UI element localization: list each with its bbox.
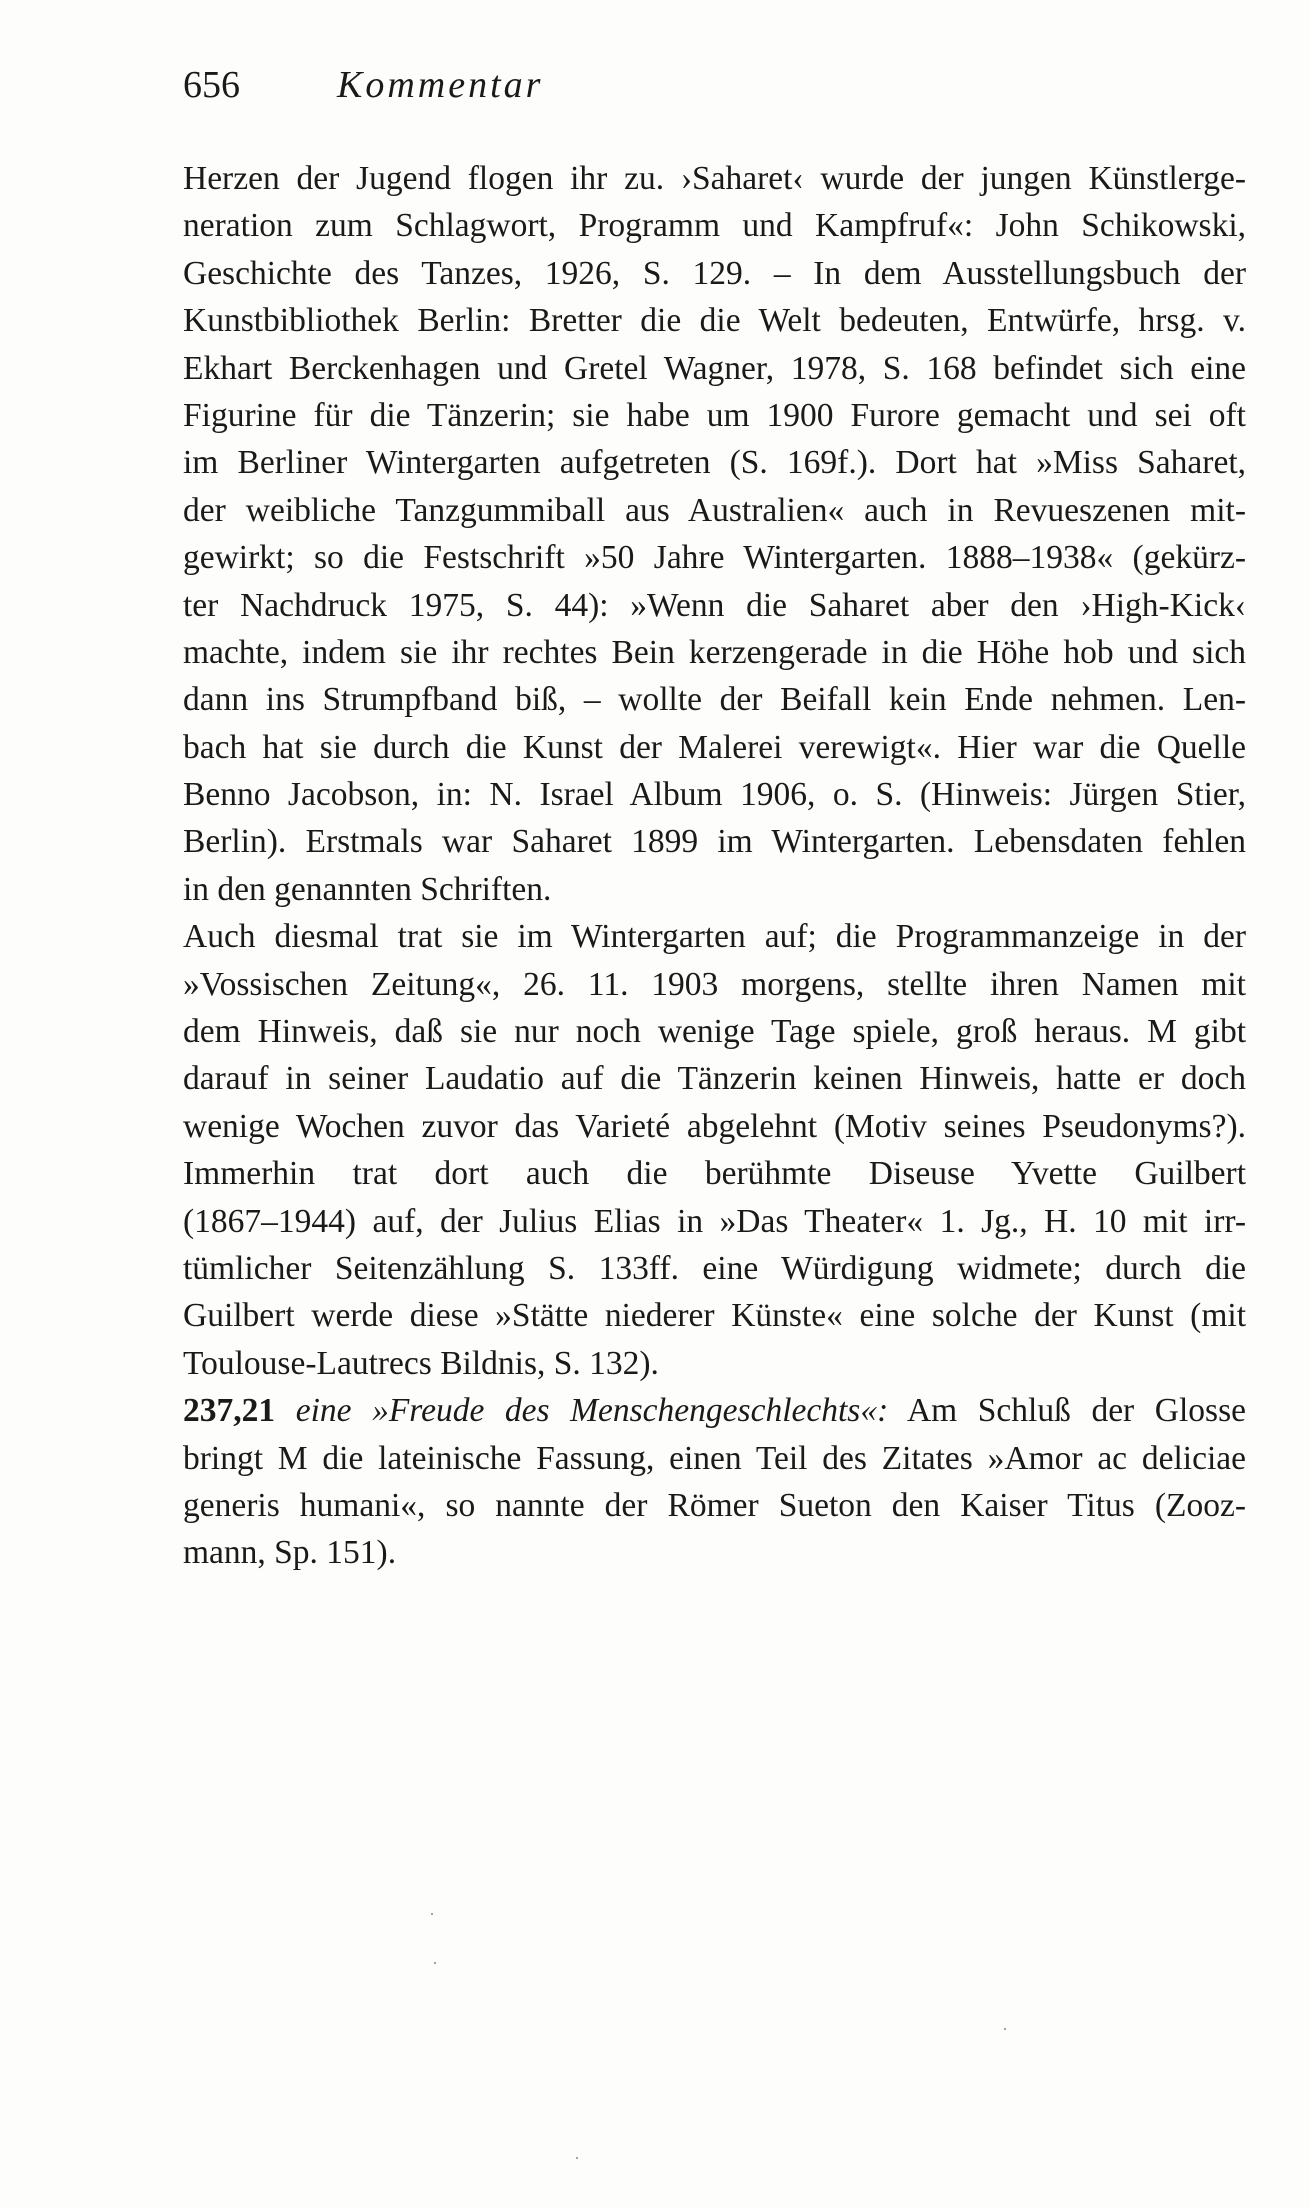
text-line: im Berliner Wintergarten aufgetreten (S. 169f.). Dort hat »Miss Saharet, xyxy=(183,444,1246,482)
paper-speck xyxy=(431,1913,433,1915)
text-line: Guilbert werde diese »Stätte niederer Künste« eine solche der Kunst (mit xyxy=(183,1297,1246,1335)
text-line: Herzen der Jugend flogen ihr zu. ›Saharet‹ wurde der jungen Künstlerge- xyxy=(183,160,1246,197)
text-line: Benno Jacobson, in: N. Israel Album 1906, o. S. (Hinweis: Jürgen Stier, xyxy=(183,776,1246,814)
text-line: der weibliche Tanzgummiball aus Australien« auch in Revueszenen mit- xyxy=(183,491,1246,529)
text-line: Toulouse-Lautrecs Bildnis, S. 132). xyxy=(183,1344,659,1382)
text-line: tümlicher Seitenzählung S. 133ff. eine Würdigung widmete; durch die xyxy=(183,1249,1246,1287)
text-line: mann, Sp. 151). xyxy=(183,1534,397,1572)
text-line: wenige Wochen zuvor das Varieté abgelehnt (Motiv seines Pseudonyms?). xyxy=(183,1107,1246,1145)
text-line: Immerhin trat dort auch die berühmte Diseuse Yvette Guilbert xyxy=(183,1155,1246,1193)
entry-text: Am Schluß der Glosse xyxy=(888,1392,1246,1430)
text-line: ter Nachdruck 1975, S. 44): »Wenn die Saharet aber den ›High-Kick‹ xyxy=(183,586,1246,624)
text-line: dann ins Strumpfband biß, – wollte der Beifall kein Ende nehmen. Len- xyxy=(183,681,1246,719)
text-line: dem Hinweis, daß sie nur noch wenige Tage spiele, groß heraus. M gibt xyxy=(183,1013,1246,1051)
page-header xyxy=(183,62,543,108)
text-line: gewirkt; so die Festschrift »50 Jahre Wintergarten. 1888–1938« (gekürz- xyxy=(183,539,1246,577)
text-line: Figurine für die Tänzerin; sie habe um 1900 Furore gemacht und sei oft xyxy=(183,396,1246,434)
text-line: machte, indem sie ihr rechtes Bein kerzengerade in die Höhe hob und sich xyxy=(183,633,1246,671)
text-line: Berlin). Erstmals war Saharet 1899 im Wintergarten. Lebensdaten fehlen xyxy=(183,823,1246,861)
commentary-text xyxy=(183,155,1246,1577)
text-line: Geschichte des Tanzes, 1926, S. 129. – In dem Ausstellungsbuch der xyxy=(183,254,1246,292)
text-line: in den genannten Schriften. xyxy=(183,870,552,908)
page-number: 656 xyxy=(183,64,240,106)
text-line: darauf in seiner Laudatio auf die Tänzerin keinen Hinweis, hatte er doch xyxy=(183,1060,1246,1098)
text-line: Kunstbibliothek Berlin: Bretter die die Welt bedeuten, Entwürfe, hrsg. v. xyxy=(183,302,1246,340)
text-line: (1867–1944) auf, der Julius Elias in »Das Theater« 1. Jg., H. 10 mit irr- xyxy=(183,1202,1246,1240)
text-line: »Vossischen Zeitung«, 26. 11. 1903 morgens, stellte ihren Namen mit xyxy=(183,965,1246,1003)
entry-lemma: eine »Freude des Menschengeschlechts«: xyxy=(275,1392,889,1430)
text-line: generis humani«, so nannte der Römer Sueton den Kaiser Titus (Zooz- xyxy=(183,1486,1246,1524)
running-head: Kommentar xyxy=(337,64,544,106)
entry-reference: 237,21 xyxy=(183,1392,276,1430)
entry-first-line xyxy=(183,1387,1246,1434)
paper-speck xyxy=(434,1962,436,1964)
paper-speck xyxy=(576,2157,578,2159)
text-line: Ekhart Berckenhagen und Gretel Wagner, 1978, S. 168 befindet sich eine xyxy=(183,349,1246,387)
text-line: Auch diesmal trat sie im Wintergarten auf; die Programmanzeige in der xyxy=(183,918,1246,956)
paper-speck xyxy=(1004,2028,1006,2030)
text-line: bringt M die lateinische Fassung, einen Teil des Zitates »Amor ac deliciae xyxy=(183,1439,1246,1477)
text-line: bach hat sie durch die Kunst der Malerei verewigt«. Hier war die Quelle xyxy=(183,728,1246,766)
text-line: neration zum Schlagwort, Programm und Kampfruf«: John Schikowski, xyxy=(183,207,1246,245)
